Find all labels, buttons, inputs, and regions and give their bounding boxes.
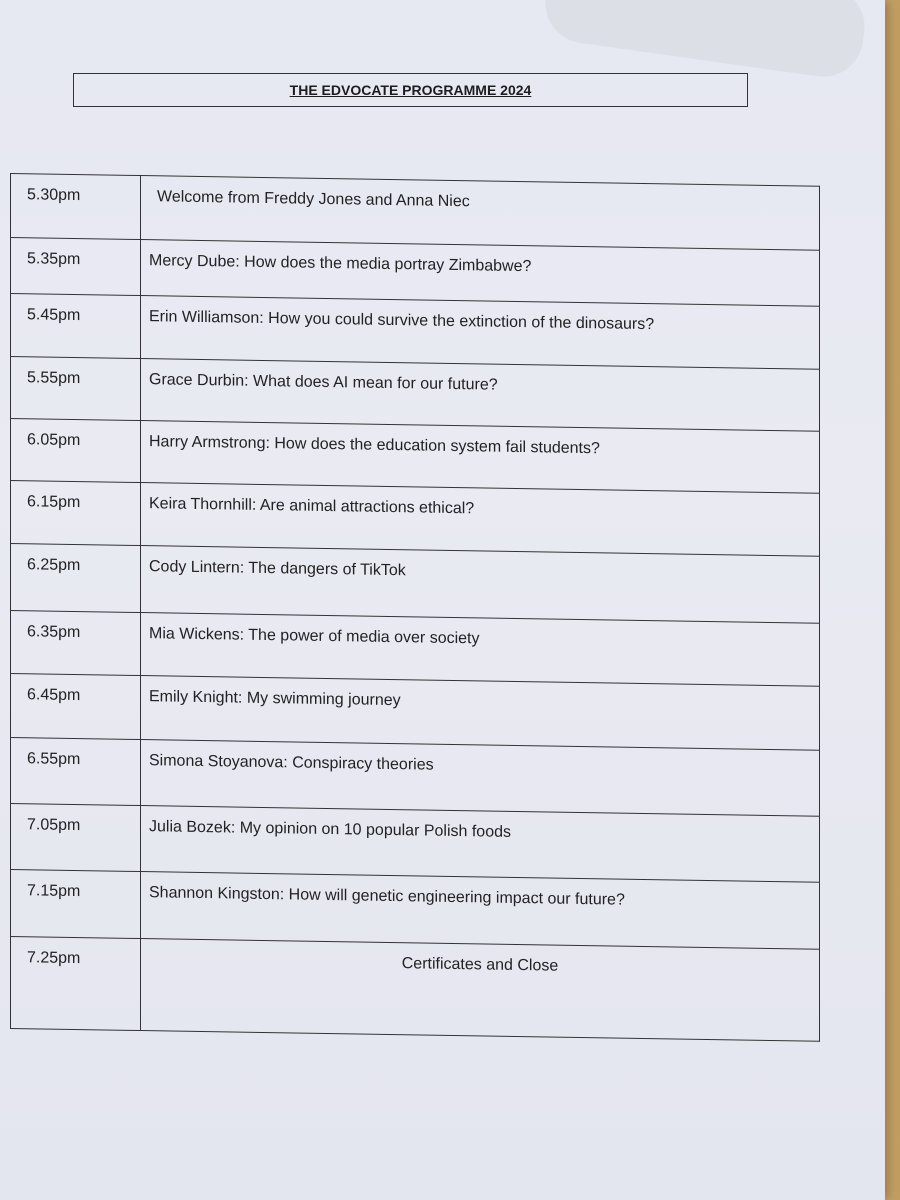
- table-row: [11, 544, 820, 624]
- talk-cell: Mercy Dube: How does the media portray Zimbabwe?: [141, 240, 820, 307]
- table-row: [11, 870, 820, 950]
- time-cell: 5.45pm: [11, 294, 141, 359]
- time-cell: 6.55pm: [11, 738, 141, 806]
- talk-cell: Grace Durbin: What does AI mean for our future?: [141, 359, 820, 432]
- talk-cell: Cody Lintern: The dangers of TikTok: [141, 546, 820, 624]
- time-cell: 7.25pm: [11, 937, 141, 1031]
- table-row: [11, 804, 820, 883]
- talk-cell: Certificates and Close: [141, 939, 820, 1042]
- talk-cell: Emily Knight: My swimming journey: [141, 676, 820, 751]
- talk-cell: Erin Williamson: How you could survive the extinction of the dinosaurs?: [141, 296, 820, 370]
- table-row: [11, 738, 820, 817]
- page-title: THE EDVOCATE PROGRAMME 2024: [289, 82, 532, 98]
- time-cell: 7.05pm: [11, 804, 141, 872]
- talk-cell: Mia Wickens: The power of media over society: [141, 613, 820, 687]
- time-cell: 6.35pm: [11, 611, 141, 676]
- time-cell: 7.15pm: [11, 870, 141, 939]
- time-cell: 6.15pm: [11, 481, 141, 546]
- time-cell: 6.45pm: [11, 674, 141, 740]
- talk-cell: Keira Thornhill: Are animal attractions ethical?: [141, 483, 820, 557]
- object-on-paper: [540, 0, 869, 82]
- title-box: [73, 73, 748, 107]
- schedule-table: [10, 173, 820, 1042]
- talk-cell: Julia Bozek: My opinion on 10 popular Polish foods: [141, 806, 820, 883]
- time-cell: 5.30pm: [11, 174, 141, 240]
- table-row: [11, 937, 820, 1042]
- talk-cell: Harry Armstrong: How does the education system fail students?: [141, 421, 820, 494]
- time-cell: 5.55pm: [11, 357, 141, 421]
- talk-cell: Simona Stoyanova: Conspiracy theories: [141, 740, 820, 817]
- time-cell: 6.05pm: [11, 419, 141, 483]
- time-cell: 6.25pm: [11, 544, 141, 613]
- talk-cell: Welcome from Freddy Jones and Anna Niec: [141, 176, 820, 251]
- time-cell: 5.35pm: [11, 238, 141, 296]
- talk-cell: Shannon Kingston: How will genetic engineering impact our future?: [141, 872, 820, 950]
